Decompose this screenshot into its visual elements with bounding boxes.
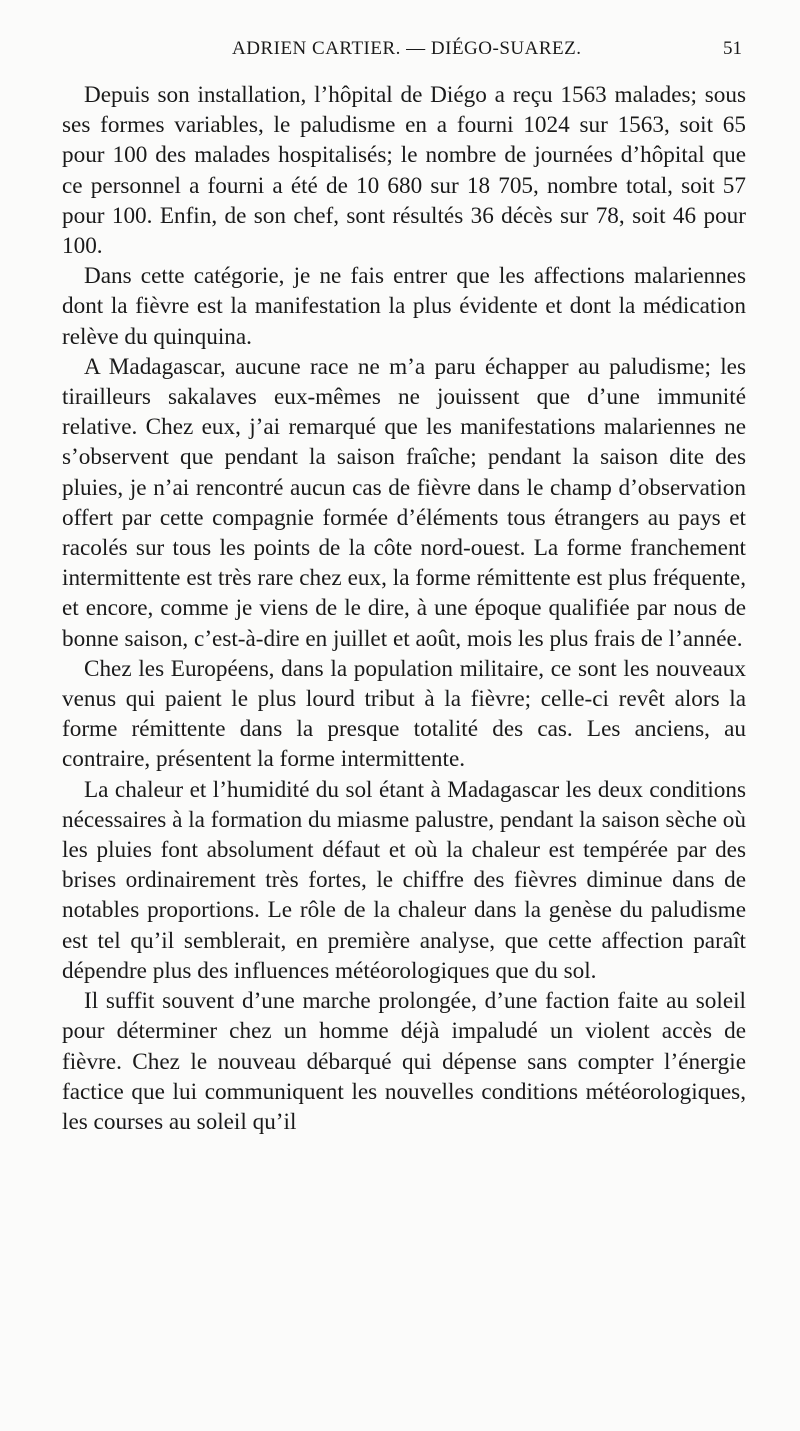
running-title: ADRIEN CARTIER. — DIÉGO-SUAREZ. xyxy=(232,38,582,59)
page-number: 51 xyxy=(723,38,742,59)
paragraph: Dans cette catégorie, je ne fais entrer que les affections malariennes dont la fièvre est la manifestation la plus évidente et dont la médication relève du quinquina. xyxy=(62,263,746,350)
paragraph: Chez les Européens, dans la population militaire, ce sont les nouveaux venus qui paient le plus lourd tribut à la fièvre; celle-ci revêt alors la forme rémittente dans la presque totalité des cas. Les anciens, au contraire, présentent la forme intermittente. xyxy=(62,655,746,773)
paragraph: Il suffit souvent d’une marche prolongée, d’une faction faite au soleil pour déterminer chez un homme déjà impaludé un violent accès de fièvre. Chez le nouveau débarqué qui dépense sans compter l’énergie factice que lui communiquent les nouvelles conditions météorologiques, les courses au soleil qu’il xyxy=(62,988,746,1135)
paragraph: La chaleur et l’humidité du sol étant à Madagascar les deux conditions nécessaires à la formation du miasme palustre, pendant la saison sèche où les pluies font absolument défaut et où la chaleur est tempérée par des brises ordinairement très fortes, le chiffre des fièvres diminue dans de notables proportions. Le rôle de la chaleur dans la genèse du paludisme est tel qu’il semblerait, en première analyse, que cette affection paraît dépendre plus des influences météorologiques que du sol. xyxy=(62,776,746,984)
paragraph: Depuis son installation, l’hôpital de Diégo a reçu 1563 malades; sous ses formes variables, le paludisme en a fourni 1024 sur 1563, soit 65 pour 100 des malades hospitalisés; le nombre de journées d’hôpital que ce personnel a fourni a été de 10 680 sur 18 705, nombre total, soit 57 pour 100. Enfin, de son chef, sont résultés 36 décès sur 78, soit 46 pour 100. xyxy=(62,82,746,260)
running-head xyxy=(62,38,742,68)
body-text xyxy=(62,80,746,1137)
paragraph: A Madagascar, aucune race ne m’a paru échapper au paludisme; les tirailleurs sakalaves eux-mêmes ne jouissent que d’une immunité relative. Chez eux, j’ai remarqué que les manifestations malariennes ne s’observent que pendant la saison fraîche; pendant la saison dite des pluies, je n’ai rencontré aucun cas de fièvre dans le champ d’observation offert par cette compagnie formée d’éléments tous étrangers au pays et racolés sur tous les points de la côte nord-ouest. La forme franchement intermittente est très rare chez eux, la forme rémittente est plus fréquente, et encore, comme je viens de le dire, à une époque qualifiée par nous de bonne saison, c’est-à-dire en juillet et août, mois les plus frais de l’année. xyxy=(62,353,746,652)
